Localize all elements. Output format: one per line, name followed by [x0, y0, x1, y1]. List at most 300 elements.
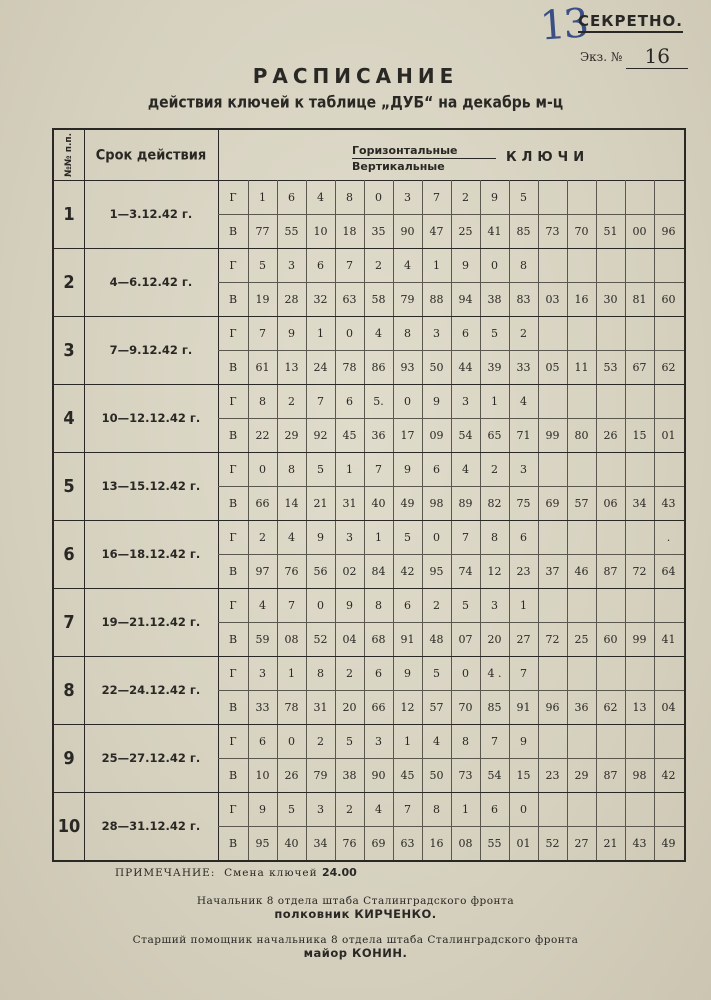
horizontal-key	[538, 656, 567, 690]
horizontal-row-label: Г	[229, 190, 237, 204]
copy-number: 16	[626, 44, 688, 69]
vertical-key: 63	[400, 836, 415, 850]
vertical-row-label: В	[228, 768, 238, 782]
vertical-key: 92	[313, 428, 328, 442]
horizontal-key: 1	[491, 394, 498, 408]
horizontal-key: 4	[288, 530, 295, 544]
horizontal-key: 5	[433, 666, 440, 680]
signature-1-name: полковник КИРЧЕНКО.	[274, 907, 437, 921]
horizontal-key: 8	[404, 326, 411, 340]
vertical-key: 13	[632, 700, 647, 714]
horizontal-key: 6	[462, 326, 469, 340]
vertical-key: 70	[574, 224, 589, 238]
vertical-key: 43	[632, 836, 647, 850]
vertical-key: 34	[632, 496, 647, 510]
vertical-key: 34	[313, 836, 328, 850]
vertical-key: 29	[574, 768, 589, 782]
horizontal-key: 4	[375, 802, 382, 816]
horizontal-key: 5	[462, 598, 469, 612]
horizontal-key	[654, 248, 683, 282]
vertical-key: 64	[661, 564, 676, 578]
vertical-key: 54	[458, 428, 473, 442]
horizontal-key: 5	[259, 258, 266, 272]
horizontal-key: 4	[375, 326, 382, 340]
row-date: 25—27.12.42 г.	[101, 751, 201, 765]
horizontal-key: 7	[375, 462, 382, 476]
horizontal-key	[567, 180, 596, 214]
vertical-key: 96	[545, 700, 560, 714]
vertical-key: 13	[284, 360, 299, 374]
horizontal-key	[654, 180, 683, 214]
row-number: 5	[63, 475, 75, 497]
horizontal-key: 9	[433, 394, 440, 408]
horizontal-key	[596, 316, 625, 350]
vertical-key: 31	[313, 700, 328, 714]
horizontal-key	[538, 588, 567, 622]
vertical-key: 60	[603, 632, 618, 646]
vertical-row-label: В	[228, 428, 238, 442]
horizontal-key: 0	[317, 598, 324, 612]
horizontal-key: 5	[404, 530, 411, 544]
vertical-key: 33	[255, 700, 270, 714]
horizontal-key: 4	[317, 190, 324, 204]
vertical-key: 84	[371, 564, 386, 578]
vertical-key: 68	[371, 632, 386, 646]
horizontal-row-label: Г	[229, 394, 237, 408]
horizontal-key	[625, 316, 654, 350]
vertical-key: 26	[603, 428, 618, 442]
vertical-key: 74	[458, 564, 473, 578]
horizontal-key: 7	[317, 394, 324, 408]
vertical-key: 55	[284, 224, 299, 238]
vertical-key: 54	[487, 768, 502, 782]
vertical-key: 43	[661, 496, 676, 510]
vertical-key: 02	[342, 564, 357, 578]
note	[115, 866, 357, 879]
horizontal-key: 1	[288, 666, 295, 680]
horizontal-key: 9	[259, 802, 266, 816]
vertical-key: 11	[574, 360, 589, 374]
vertical-key: 83	[516, 292, 531, 306]
row-number: 7	[63, 611, 75, 633]
signature-2-position: Старший помощник начальника 8 отдела штаба Сталинградского фронта	[132, 934, 579, 946]
horizontal-key: 6	[288, 190, 295, 204]
horizontal-key: 3	[288, 258, 295, 272]
copy-label: Экз. №	[580, 50, 623, 64]
vertical-key: 94	[458, 292, 473, 306]
horizontal-key: 1	[433, 258, 440, 272]
horizontal-key	[538, 384, 567, 418]
vertical-key: 95	[255, 836, 270, 850]
vertical-key: 17	[400, 428, 415, 442]
horizontal-key	[596, 180, 625, 214]
row-date: 16—18.12.42 г.	[101, 547, 201, 561]
horizontal-key: 9	[288, 326, 295, 340]
vertical-key: 67	[632, 360, 647, 374]
horizontal-key: 0	[404, 394, 411, 408]
vertical-key: 15	[632, 428, 647, 442]
vertical-key: 28	[284, 292, 299, 306]
horizontal-key: 6	[317, 258, 324, 272]
horizontal-key: 8	[520, 258, 527, 272]
vertical-key: 70	[458, 700, 473, 714]
signature-2-name: майор КОНИН.	[303, 946, 408, 960]
horizontal-key: 7	[462, 530, 469, 544]
horizontal-key	[567, 724, 596, 758]
vertical-key: 50	[429, 768, 444, 782]
horizontal-key: 2	[462, 190, 469, 204]
horizontal-key: 3	[433, 326, 440, 340]
horizontal-key: 0	[433, 530, 440, 544]
vertical-key: 21	[313, 496, 328, 510]
horizontal-key: 5.	[373, 394, 384, 408]
horizontal-key: 3	[375, 734, 382, 748]
vertical-key: 88	[429, 292, 444, 306]
horizontal-key: 8	[433, 802, 440, 816]
horizontal-key	[538, 180, 567, 214]
vertical-key: 08	[458, 836, 473, 850]
horizontal-key: 1	[404, 734, 411, 748]
vertical-key: 82	[487, 496, 502, 510]
vertical-key: 32	[313, 292, 328, 306]
vertical-key: 47	[429, 224, 444, 238]
horizontal-key: 5	[317, 462, 324, 476]
row-date: 28—31.12.42 г.	[101, 819, 201, 833]
horizontal-key: 5	[288, 802, 295, 816]
vertical-key: 76	[342, 836, 357, 850]
document-title: РАСПИСАНИЕ	[252, 64, 459, 88]
vertical-key: 76	[284, 564, 299, 578]
horizontal-key: 7	[404, 802, 411, 816]
row-date: 4—6.12.42 г.	[109, 275, 193, 289]
signature-1	[0, 895, 711, 921]
header-divider	[352, 158, 496, 159]
vertical-key: 20	[342, 700, 357, 714]
horizontal-key: 7	[259, 326, 266, 340]
row-date: 22—24.12.42 г.	[101, 683, 201, 697]
vertical-key: 57	[429, 700, 444, 714]
horizontal-key: 6	[346, 394, 353, 408]
horizontal-key	[654, 384, 683, 418]
vertical-key: 95	[429, 564, 444, 578]
vertical-key: 62	[661, 360, 676, 374]
horizontal-key	[596, 588, 625, 622]
horizontal-key: 7	[288, 598, 295, 612]
horizontal-key	[625, 384, 654, 418]
vertical-key: 85	[516, 224, 531, 238]
horizontal-key: 9	[462, 258, 469, 272]
horizontal-row-label: Г	[229, 734, 237, 748]
vertical-key: 19	[255, 292, 270, 306]
horizontal-row-label: Г	[229, 666, 237, 680]
row-number: 3	[63, 339, 75, 361]
vertical-key: 98	[429, 496, 444, 510]
horizontal-key	[596, 656, 625, 690]
vertical-key: 59	[255, 632, 270, 646]
vertical-key: 18	[342, 224, 357, 238]
vertical-row-label: В	[228, 700, 238, 714]
vertical-key: 63	[342, 292, 357, 306]
horizontal-key: 2	[375, 258, 382, 272]
vertical-key: 01	[516, 836, 531, 850]
horizontal-key	[654, 316, 683, 350]
horizontal-key: 2	[346, 666, 353, 680]
vertical-key: 49	[400, 496, 415, 510]
horizontal-key: 9	[520, 734, 527, 748]
horizontal-key	[538, 248, 567, 282]
horizontal-key: .	[666, 530, 671, 544]
vertical-key: 16	[574, 292, 589, 306]
handwritten-stamp-number: 13	[538, 0, 589, 50]
horizontal-row-label: Г	[229, 462, 237, 476]
vertical-key: 75	[516, 496, 531, 510]
horizontal-key	[567, 520, 596, 554]
vertical-key: 87	[603, 564, 618, 578]
vertical-key: 20	[487, 632, 502, 646]
row-number: 10	[57, 815, 81, 837]
horizontal-key	[567, 792, 596, 826]
row-date: 13—15.12.42 г.	[101, 479, 201, 493]
vertical-key: 31	[342, 496, 357, 510]
horizontal-key	[625, 588, 654, 622]
horizontal-key	[596, 248, 625, 282]
vertical-key: 41	[661, 632, 676, 646]
vertical-key: 85	[487, 700, 502, 714]
horizontal-row-label: Г	[229, 530, 237, 544]
horizontal-key	[596, 520, 625, 554]
vertical-key: 60	[661, 292, 676, 306]
row-date: 19—21.12.42 г.	[101, 615, 201, 629]
horizontal-key: 0	[462, 666, 469, 680]
horizontal-key: 6	[404, 598, 411, 612]
vertical-key: 26	[284, 768, 299, 782]
horizontal-key	[654, 724, 683, 758]
vertical-key: 98	[632, 768, 647, 782]
horizontal-key	[625, 724, 654, 758]
horizontal-row-label: Г	[229, 258, 237, 272]
horizontal-key: 1	[462, 802, 469, 816]
horizontal-key: 6	[433, 462, 440, 476]
classification-mark: СЕКРЕТНО.	[578, 12, 683, 33]
vertical-key: 77	[255, 224, 270, 238]
vertical-key: 46	[574, 564, 589, 578]
horizontal-key: 9	[317, 530, 324, 544]
horizontal-key: 2	[346, 802, 353, 816]
horizontal-key: 6	[375, 666, 382, 680]
horizontal-key: 8	[375, 598, 382, 612]
vertical-key: 37	[545, 564, 560, 578]
horizontal-key: 2	[288, 394, 295, 408]
signature-2	[0, 934, 711, 960]
horizontal-key	[654, 656, 683, 690]
vertical-key: 99	[545, 428, 560, 442]
signature-1-position: Начальник 8 отдела штаба Сталинградского фронта	[196, 895, 515, 907]
vertical-key: 42	[661, 768, 676, 782]
vertical-key: 69	[545, 496, 560, 510]
horizontal-key: 4	[520, 394, 527, 408]
vertical-key: 27	[516, 632, 531, 646]
row-number: 4	[63, 407, 75, 429]
vertical-key: 72	[632, 564, 647, 578]
vertical-key: 42	[400, 564, 415, 578]
horizontal-key	[538, 792, 567, 826]
vertical-key: 00	[632, 224, 647, 238]
horizontal-key: 0	[491, 258, 498, 272]
vertical-key: 49	[661, 836, 676, 850]
note-text: Смена ключей	[224, 867, 318, 879]
horizontal-key: 3	[259, 666, 266, 680]
vertical-key: 44	[458, 360, 473, 374]
row-date: 10—12.12.42 г.	[101, 411, 201, 425]
vertical-key: 96	[661, 224, 676, 238]
horizontal-key: 0	[288, 734, 295, 748]
horizontal-key	[625, 180, 654, 214]
horizontal-key: 6	[520, 530, 527, 544]
vertical-key: 86	[371, 360, 386, 374]
vertical-key: 25	[458, 224, 473, 238]
horizontal-keys-label: Горизонтальные	[352, 144, 458, 157]
horizontal-key: 1	[259, 190, 266, 204]
vertical-key: 61	[255, 360, 270, 374]
vertical-key: 79	[313, 768, 328, 782]
vertical-key: 10	[255, 768, 270, 782]
horizontal-key: 8	[317, 666, 324, 680]
row-number: 9	[63, 747, 75, 769]
horizontal-key: 2	[520, 326, 527, 340]
horizontal-key: 9	[491, 190, 498, 204]
vertical-key: 81	[632, 292, 647, 306]
vertical-key: 73	[458, 768, 473, 782]
keys-column-header	[218, 130, 684, 180]
horizontal-key	[538, 316, 567, 350]
vertical-key: 57	[574, 496, 589, 510]
horizontal-key	[625, 792, 654, 826]
horizontal-key	[625, 452, 654, 486]
vertical-key: 99	[632, 632, 647, 646]
horizontal-key: 8	[259, 394, 266, 408]
vertical-key: 45	[342, 428, 357, 442]
term-column-header: Срок действия	[95, 146, 207, 164]
horizontal-key: 0	[520, 802, 527, 816]
vertical-key: 69	[371, 836, 386, 850]
vertical-key: 72	[545, 632, 560, 646]
row-date: 7—9.12.42 г.	[109, 343, 193, 357]
vertical-row-label: В	[228, 496, 238, 510]
horizontal-key: 1	[317, 326, 324, 340]
horizontal-key: 7	[520, 666, 527, 680]
num-column-header: №№ п.п.	[64, 132, 75, 178]
vertical-key: 58	[371, 292, 386, 306]
vertical-key: 52	[313, 632, 328, 646]
vertical-key: 22	[255, 428, 270, 442]
horizontal-key: 2	[317, 734, 324, 748]
vertical-key: 36	[371, 428, 386, 442]
horizontal-key: 3	[346, 530, 353, 544]
row-date: 1—3.12.42 г.	[109, 207, 193, 221]
horizontal-key	[538, 520, 567, 554]
key-schedule-table	[52, 128, 686, 862]
vertical-key: 07	[458, 632, 473, 646]
horizontal-key	[625, 248, 654, 282]
horizontal-key	[596, 792, 625, 826]
horizontal-key: 2	[491, 462, 498, 476]
vertical-key: 78	[342, 360, 357, 374]
horizontal-key: 4	[259, 598, 266, 612]
horizontal-key: 5	[491, 326, 498, 340]
note-time: 24.00	[321, 866, 357, 879]
horizontal-row-label: Г	[229, 326, 237, 340]
vertical-key: 29	[284, 428, 299, 442]
vertical-key: 15	[516, 768, 531, 782]
vertical-key: 36	[574, 700, 589, 714]
vertical-key: 50	[429, 360, 444, 374]
horizontal-key: 0	[375, 190, 382, 204]
vertical-key: 04	[342, 632, 357, 646]
vertical-key: 21	[603, 836, 618, 850]
vertical-key: 89	[458, 496, 473, 510]
vertical-row-label: В	[228, 632, 238, 646]
horizontal-key: 3	[520, 462, 527, 476]
vertical-key: 91	[400, 632, 415, 646]
horizontal-key	[567, 588, 596, 622]
horizontal-key: 6	[259, 734, 266, 748]
horizontal-key: 7	[491, 734, 498, 748]
horizontal-key: 8	[346, 190, 353, 204]
vertical-key: 27	[574, 836, 589, 850]
horizontal-key	[654, 588, 683, 622]
vertical-key: 87	[603, 768, 618, 782]
vertical-key: 55	[487, 836, 502, 850]
vertical-key: 35	[371, 224, 386, 238]
horizontal-key	[567, 384, 596, 418]
horizontal-key	[596, 384, 625, 418]
vertical-key: 10	[313, 224, 328, 238]
vertical-key: 53	[603, 360, 618, 374]
vertical-key: 91	[516, 700, 531, 714]
vertical-key: 48	[429, 632, 444, 646]
vertical-key: 40	[371, 496, 386, 510]
vertical-key: 25	[574, 632, 589, 646]
horizontal-key: 4 .	[487, 666, 502, 680]
vertical-key: 14	[284, 496, 299, 510]
vertical-row-label: В	[228, 836, 238, 850]
vertical-key: 52	[545, 836, 560, 850]
vertical-key: 65	[487, 428, 502, 442]
keys-label: КЛЮЧИ	[506, 150, 590, 165]
horizontal-key: 8	[288, 462, 295, 476]
horizontal-key	[567, 656, 596, 690]
vertical-key: 90	[371, 768, 386, 782]
row-number: 1	[63, 203, 75, 225]
vertical-key: 12	[487, 564, 502, 578]
vertical-row-label: В	[228, 292, 238, 306]
vertical-key: 39	[487, 360, 502, 374]
horizontal-key: 7	[433, 190, 440, 204]
horizontal-key	[654, 452, 683, 486]
vertical-key: 97	[255, 564, 270, 578]
vertical-row-label: В	[228, 564, 238, 578]
vertical-key: 33	[516, 360, 531, 374]
vertical-key: 90	[400, 224, 415, 238]
vertical-key: 12	[400, 700, 415, 714]
horizontal-key: 6	[491, 802, 498, 816]
row-number: 6	[63, 543, 75, 565]
vertical-key: 79	[400, 292, 415, 306]
vertical-key: 16	[429, 836, 444, 850]
horizontal-key	[538, 452, 567, 486]
horizontal-key: 0	[259, 462, 266, 476]
vertical-key: 38	[487, 292, 502, 306]
